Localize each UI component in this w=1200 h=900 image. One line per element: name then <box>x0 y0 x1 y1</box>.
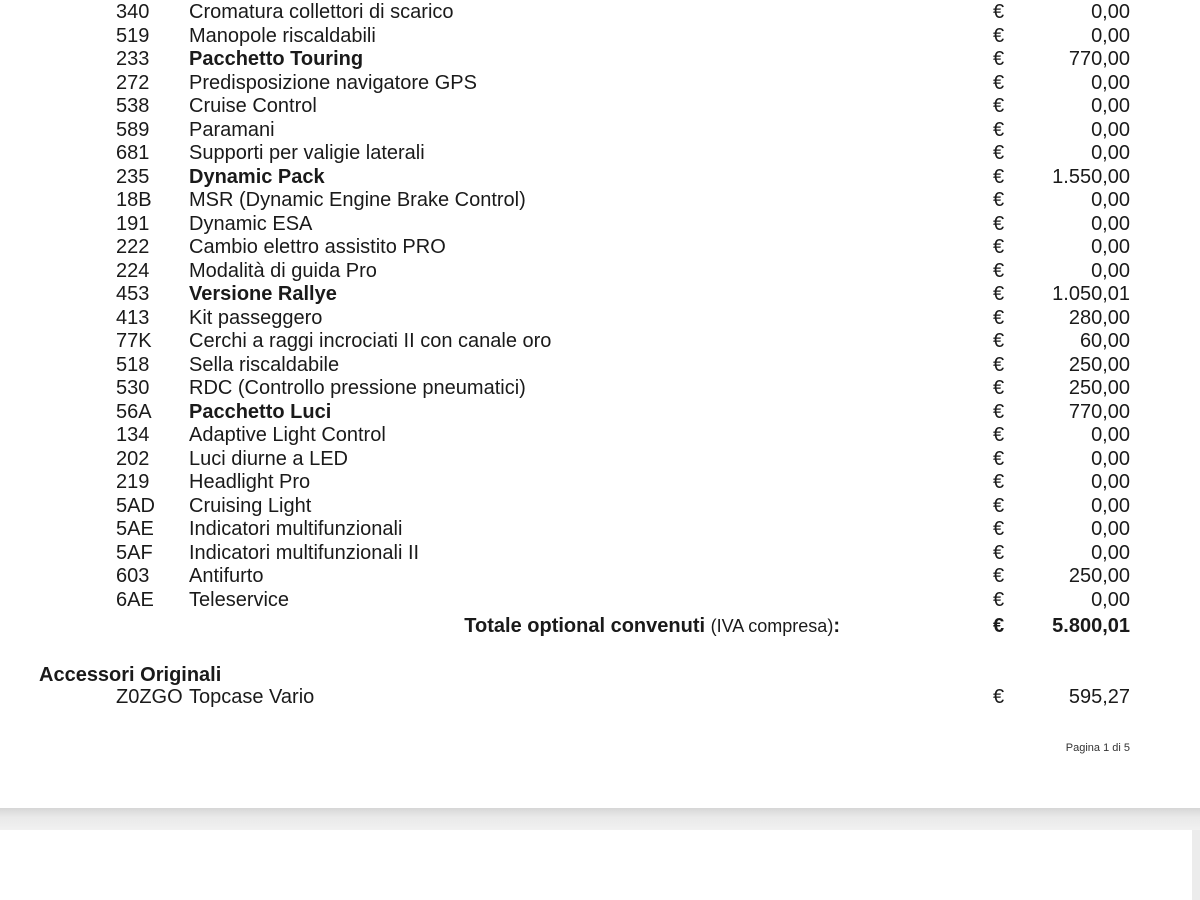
optional-amount: 770,00 <box>1068 48 1130 70</box>
optional-code: 18B <box>116 189 152 211</box>
optional-row <box>0 401 1200 425</box>
optional-code: 340 <box>116 1 150 23</box>
optional-amount: 0,00 <box>1091 518 1130 540</box>
optional-currency: € <box>993 518 1005 540</box>
optional-amount: 0,00 <box>1091 24 1130 47</box>
accessory-row <box>0 685 1200 709</box>
optional-amount: 0,00 <box>1091 494 1130 517</box>
optional-currency: € <box>993 212 1005 235</box>
optional-currency: € <box>993 283 1005 305</box>
optional-currency: € <box>993 471 1005 493</box>
optional-description: RDC (Controllo pressione pneumatici) <box>189 377 526 399</box>
optional-amount: 0,00 <box>1091 259 1130 282</box>
optional-description: Luci diurne a LED <box>189 447 348 470</box>
optional-currency: € <box>993 142 1005 164</box>
optional-currency: € <box>993 424 1005 446</box>
optional-code: 233 <box>116 48 150 70</box>
optional-description: Dynamic Pack <box>189 165 325 188</box>
optionals-total-row <box>0 613 1200 639</box>
page-number: Pagina 1 di 5 <box>1065 742 1130 754</box>
optional-code: 538 <box>116 95 150 117</box>
optional-description: MSR (Dynamic Engine Brake Control) <box>189 189 526 211</box>
optional-row <box>0 48 1200 72</box>
optional-amount: 250,00 <box>1068 353 1130 376</box>
optional-code: 519 <box>116 24 150 47</box>
optional-description: Headlight Pro <box>189 471 311 493</box>
optional-description: Pacchetto Touring <box>189 48 364 70</box>
optional-row <box>0 495 1200 519</box>
optional-description: Pacchetto Luci <box>189 400 332 423</box>
optional-amount: 0,00 <box>1091 1 1130 23</box>
accessory-description: Topcase Vario <box>189 686 315 708</box>
optional-amount: 0,00 <box>1091 447 1130 470</box>
optional-amount: 1.050,01 <box>1052 283 1130 305</box>
optional-description: Supporti per valigie laterali <box>189 142 425 164</box>
optional-row <box>0 330 1200 354</box>
optional-amount: 0,00 <box>1091 212 1130 235</box>
optional-currency: € <box>993 118 1005 141</box>
optional-row <box>0 95 1200 119</box>
optional-amount: 250,00 <box>1068 565 1130 587</box>
optional-description: Adaptive Light Control <box>189 424 386 446</box>
optional-currency: € <box>993 447 1005 470</box>
optional-amount: 280,00 <box>1068 306 1130 329</box>
optional-row <box>0 189 1200 213</box>
optional-description: Teleservice <box>189 588 290 611</box>
optional-code: 219 <box>116 471 150 493</box>
optional-currency: € <box>993 1 1005 23</box>
optional-code: 235 <box>116 165 150 188</box>
optional-currency: € <box>993 48 1005 70</box>
optional-currency: € <box>993 330 1005 352</box>
total-note: (IVA compresa) <box>710 616 834 636</box>
total-currency: € <box>993 615 1005 637</box>
optional-amount: 0,00 <box>1091 189 1130 211</box>
optional-code: 77K <box>116 330 152 352</box>
optional-row <box>0 589 1200 613</box>
optional-code: 191 <box>116 212 150 235</box>
page-separator <box>0 808 1200 830</box>
optional-currency: € <box>993 377 1005 399</box>
accessory-code: Z0ZGO <box>116 686 183 708</box>
optional-currency: € <box>993 24 1005 47</box>
optional-code: 5AD <box>116 494 155 517</box>
optional-description: Cerchi a raggi incrociati II con canale oro <box>189 330 552 352</box>
optional-amount: 250,00 <box>1068 377 1130 399</box>
optional-code: 681 <box>116 142 150 164</box>
optional-code: 530 <box>116 377 150 399</box>
optional-description: Cambio elettro assistito PRO <box>189 236 446 258</box>
optional-code: 603 <box>116 565 150 587</box>
optional-currency: € <box>993 189 1005 211</box>
optional-row <box>0 471 1200 495</box>
optional-code: 5AF <box>116 541 153 564</box>
optional-currency: € <box>993 541 1005 564</box>
optional-amount: 0,00 <box>1091 471 1130 493</box>
optional-description: Paramani <box>189 118 275 141</box>
optional-code: 202 <box>116 447 150 470</box>
optional-description: Sella riscaldabile <box>189 353 340 376</box>
optional-currency: € <box>993 588 1005 611</box>
optional-amount: 0,00 <box>1091 71 1130 94</box>
optional-description: Antifurto <box>189 565 264 587</box>
total-amount: 5.800,01 <box>1052 615 1130 637</box>
optional-currency: € <box>993 400 1005 423</box>
optional-description: Dynamic ESA <box>189 212 313 235</box>
optional-currency: € <box>993 95 1005 117</box>
optional-code: 222 <box>116 236 150 258</box>
optional-currency: € <box>993 71 1005 94</box>
accessory-currency: € <box>993 686 1005 708</box>
optional-description: Manopole riscaldabili <box>189 24 376 47</box>
optional-description: Cromatura collettori di scarico <box>189 1 454 23</box>
optional-code: 453 <box>116 283 150 305</box>
optional-currency: € <box>993 259 1005 282</box>
optional-row <box>0 142 1200 166</box>
optional-code: 56A <box>116 400 152 423</box>
optional-code: 589 <box>116 118 150 141</box>
optional-description: Predisposizione navigatore GPS <box>189 71 477 94</box>
optional-amount: 0,00 <box>1091 424 1130 446</box>
optional-code: 518 <box>116 353 150 376</box>
optional-row <box>0 354 1200 378</box>
optional-code: 5AE <box>116 518 154 540</box>
optional-description: Versione Rallye <box>189 283 337 305</box>
optional-code: 6AE <box>116 588 154 611</box>
optional-currency: € <box>993 236 1005 258</box>
optional-description: Cruising Light <box>189 494 312 517</box>
optional-code: 134 <box>116 424 150 446</box>
optional-code: 272 <box>116 71 150 94</box>
optional-row <box>0 448 1200 472</box>
optional-currency: € <box>993 306 1005 329</box>
optional-row <box>0 565 1200 589</box>
optional-row <box>0 307 1200 331</box>
optional-amount: 0,00 <box>1091 588 1130 611</box>
optional-amount: 1.550,00 <box>1052 165 1130 188</box>
optional-row <box>0 260 1200 284</box>
total-label: Totale optional convenuti (IVA compresa): <box>464 615 840 637</box>
optional-row <box>0 236 1200 260</box>
optional-row <box>0 213 1200 237</box>
optional-row <box>0 542 1200 566</box>
optional-row <box>0 119 1200 143</box>
optional-code: 413 <box>116 306 150 329</box>
optional-description: Indicatori multifunzionali II <box>189 541 420 564</box>
optional-amount: 770,00 <box>1068 400 1130 423</box>
optional-row <box>0 1 1200 25</box>
optional-row <box>0 377 1200 401</box>
optional-row <box>0 166 1200 190</box>
optional-amount: 0,00 <box>1091 95 1130 117</box>
next-page <box>0 830 1200 900</box>
optional-description: Kit passeggero <box>189 306 323 329</box>
optional-amount: 60,00 <box>1079 330 1130 352</box>
optional-amount: 0,00 <box>1091 118 1130 141</box>
optional-currency: € <box>993 494 1005 517</box>
optional-code: 224 <box>116 259 150 282</box>
optional-description: Indicatori multifunzionali <box>189 518 403 540</box>
optional-description: Cruise Control <box>189 95 317 117</box>
optional-row <box>0 72 1200 96</box>
accessories-title: Accessori Originali <box>39 664 222 686</box>
optional-currency: € <box>993 353 1005 376</box>
optional-amount: 0,00 <box>1091 142 1130 164</box>
optional-row <box>0 283 1200 307</box>
optional-row <box>0 25 1200 49</box>
optional-row <box>0 424 1200 448</box>
optional-description: Modalità di guida Pro <box>189 259 377 282</box>
accessory-amount: 595,27 <box>1068 686 1130 708</box>
optional-amount: 0,00 <box>1091 236 1130 258</box>
optional-amount: 0,00 <box>1091 541 1130 564</box>
optional-currency: € <box>993 565 1005 587</box>
optional-row <box>0 518 1200 542</box>
optional-currency: € <box>993 165 1005 188</box>
